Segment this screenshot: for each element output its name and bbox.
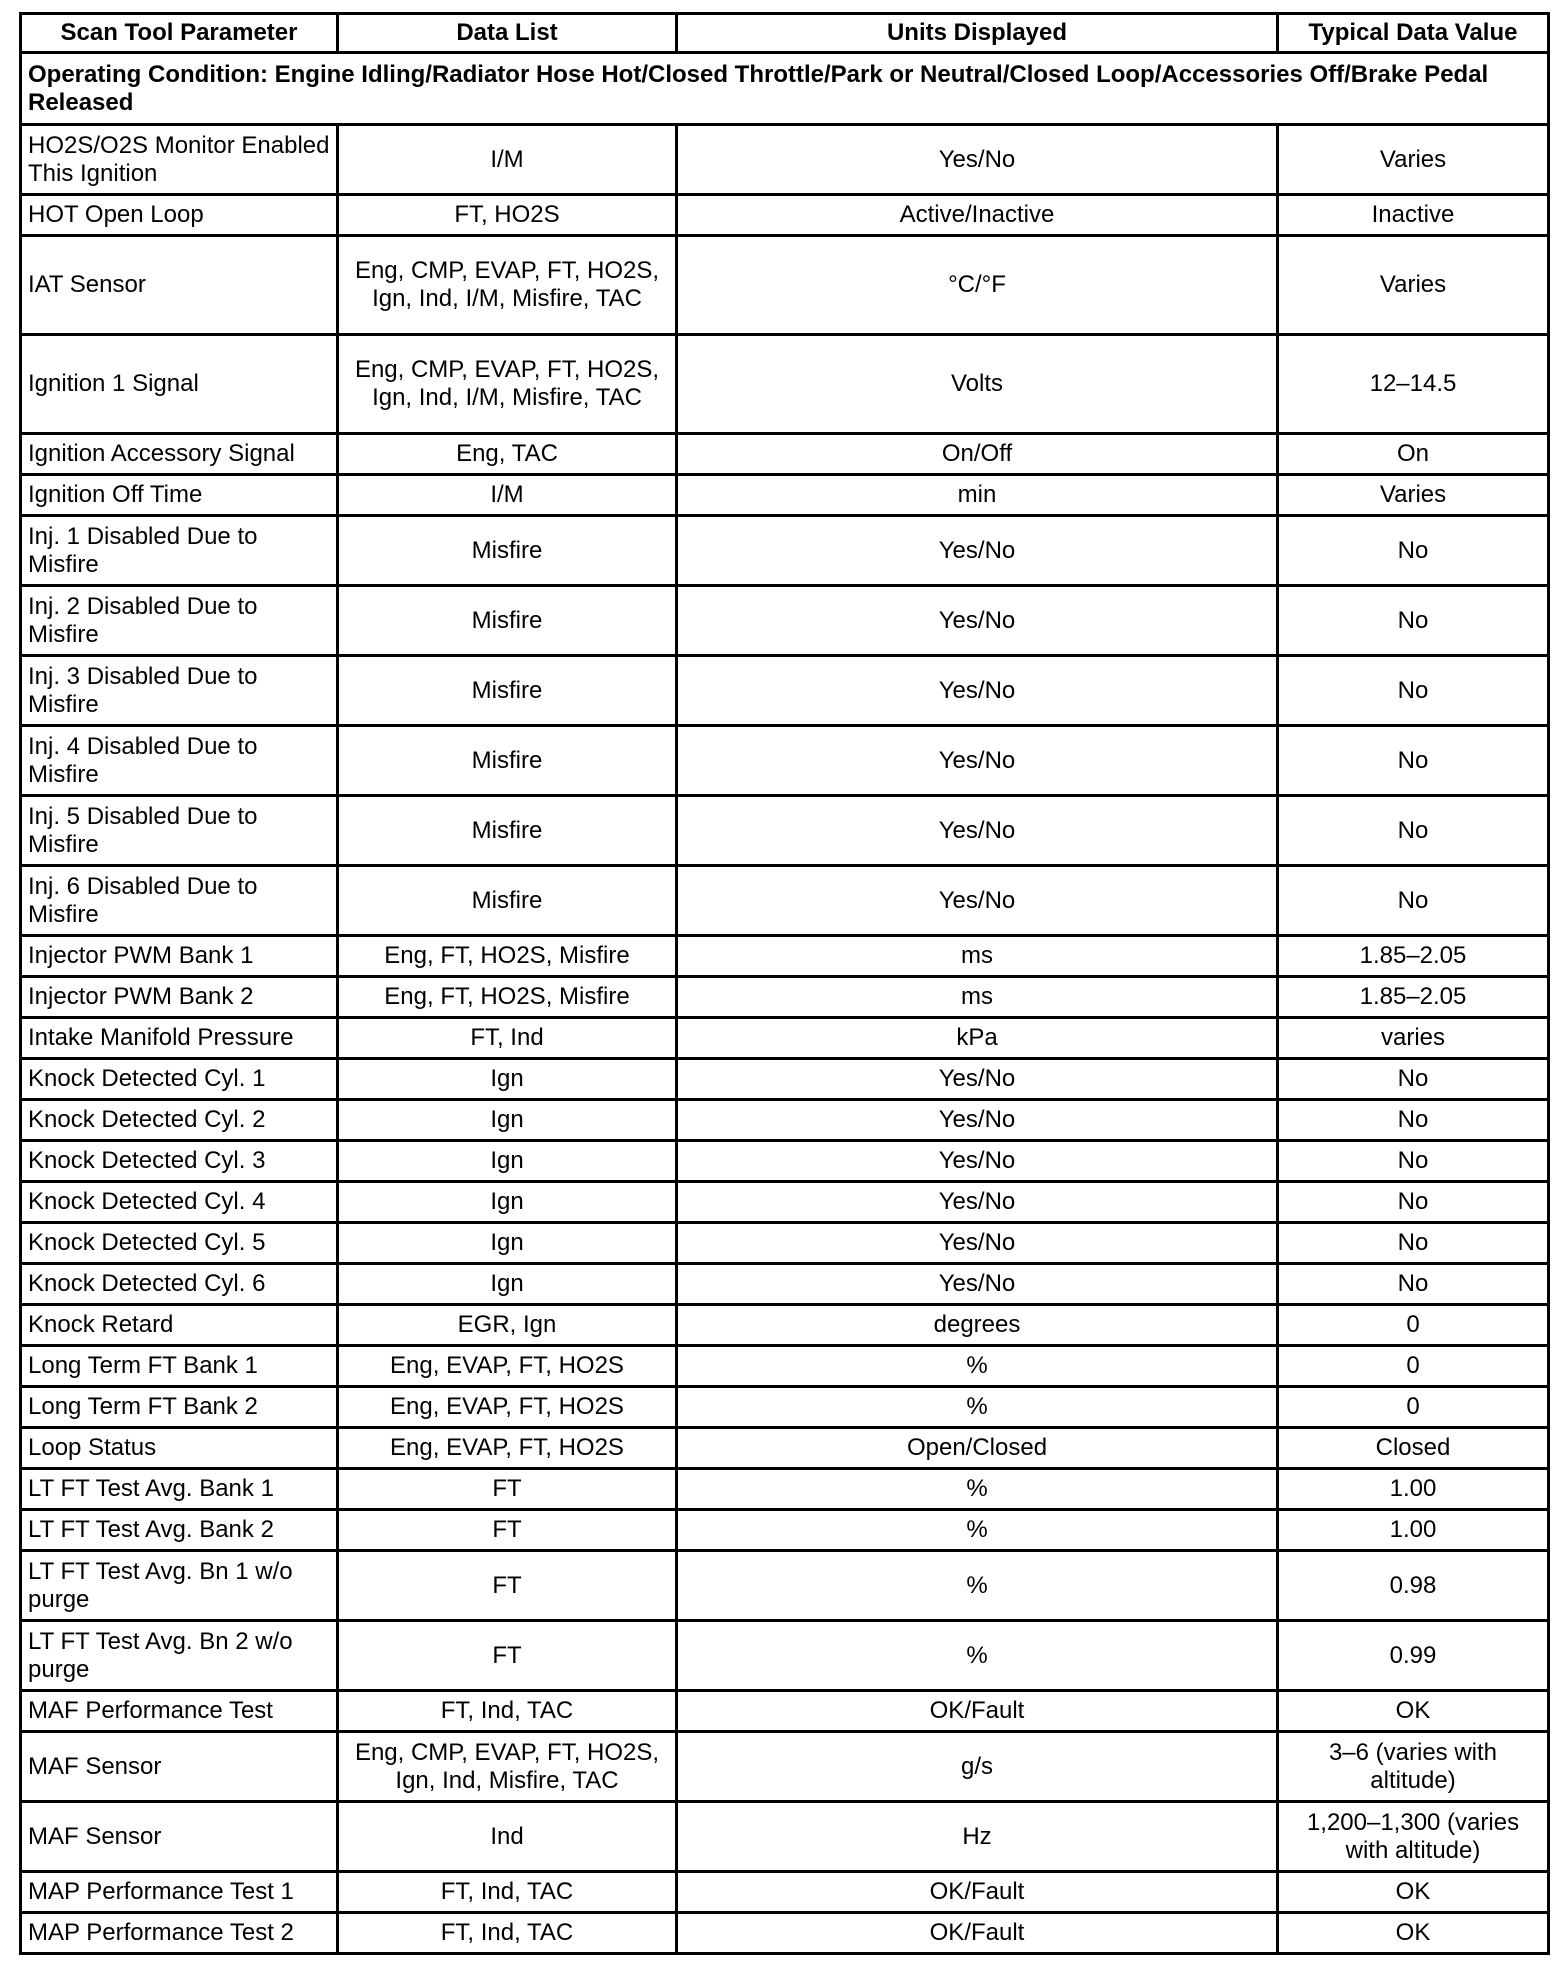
table-row — [21, 726, 1549, 796]
table-row — [21, 1732, 1549, 1802]
units-cell: Yes/No — [677, 1059, 1278, 1100]
units-cell: °C/°F — [677, 236, 1278, 335]
units-cell: Yes/No — [677, 656, 1278, 726]
units-cell: g/s — [677, 1732, 1278, 1802]
typical-value-cell: Varies — [1278, 125, 1549, 195]
parameter-cell: LT FT Test Avg. Bank 2 — [21, 1510, 338, 1551]
typical-value-cell: 1.00 — [1278, 1469, 1549, 1510]
units-cell: Yes/No — [677, 1141, 1278, 1182]
units-cell: Open/Closed — [677, 1428, 1278, 1469]
typical-value-cell: Closed — [1278, 1428, 1549, 1469]
column-header-data-list: Data List — [338, 14, 677, 53]
data-list-cell: Ign — [338, 1182, 677, 1223]
data-list-cell: Ign — [338, 1223, 677, 1264]
parameter-cell: MAP Performance Test 2 — [21, 1913, 338, 1954]
column-header-parameter: Scan Tool Parameter — [21, 14, 338, 53]
typical-value-cell: 0 — [1278, 1305, 1549, 1346]
typical-value-cell: No — [1278, 796, 1549, 866]
parameter-cell: Inj. 4 Disabled Due to Misfire — [21, 726, 338, 796]
typical-value-cell: No — [1278, 1182, 1549, 1223]
units-cell: OK/Fault — [677, 1691, 1278, 1732]
parameter-cell: Ignition Accessory Signal — [21, 434, 338, 475]
parameter-cell: Long Term FT Bank 1 — [21, 1346, 338, 1387]
units-cell: % — [677, 1621, 1278, 1691]
units-cell: % — [677, 1551, 1278, 1621]
data-list-cell: Eng, EVAP, FT, HO2S — [338, 1387, 677, 1428]
typical-value-cell: OK — [1278, 1913, 1549, 1954]
typical-value-cell: On — [1278, 434, 1549, 475]
units-cell: OK/Fault — [677, 1872, 1278, 1913]
table-row — [21, 1305, 1549, 1346]
typical-value-cell: 3–6 (varies with altitude) — [1278, 1732, 1549, 1802]
typical-value-cell: varies — [1278, 1018, 1549, 1059]
data-list-cell: Eng, FT, HO2S, Misfire — [338, 977, 677, 1018]
parameter-cell: MAF Sensor — [21, 1732, 338, 1802]
table-row — [21, 1872, 1549, 1913]
typical-value-cell: No — [1278, 656, 1549, 726]
typical-value-cell: No — [1278, 1059, 1549, 1100]
data-list-cell: Ind — [338, 1802, 677, 1872]
table-row — [21, 1802, 1549, 1872]
typical-value-cell: OK — [1278, 1691, 1549, 1732]
parameter-cell: Knock Detected Cyl. 4 — [21, 1182, 338, 1223]
table-row — [21, 1100, 1549, 1141]
data-list-cell: FT — [338, 1551, 677, 1621]
data-list-cell: Misfire — [338, 656, 677, 726]
typical-value-cell: No — [1278, 866, 1549, 936]
typical-value-cell: No — [1278, 1223, 1549, 1264]
table-row — [21, 335, 1549, 434]
data-list-cell: FT — [338, 1510, 677, 1551]
typical-value-cell: No — [1278, 516, 1549, 586]
units-cell: Yes/No — [677, 1100, 1278, 1141]
units-cell: min — [677, 475, 1278, 516]
data-list-cell: Eng, EVAP, FT, HO2S — [338, 1346, 677, 1387]
data-list-cell: Ign — [338, 1264, 677, 1305]
data-list-cell: Misfire — [338, 866, 677, 936]
units-cell: Hz — [677, 1802, 1278, 1872]
parameter-cell: Knock Detected Cyl. 6 — [21, 1264, 338, 1305]
parameter-cell: LT FT Test Avg. Bank 1 — [21, 1469, 338, 1510]
typical-value-cell: 1.00 — [1278, 1510, 1549, 1551]
table-row — [21, 516, 1549, 586]
units-cell: Yes/No — [677, 726, 1278, 796]
parameter-cell: Intake Manifold Pressure — [21, 1018, 338, 1059]
table-row — [21, 195, 1549, 236]
parameter-cell: Inj. 3 Disabled Due to Misfire — [21, 656, 338, 726]
table-row — [21, 1182, 1549, 1223]
typical-value-cell: 12–14.5 — [1278, 335, 1549, 434]
units-cell: % — [677, 1346, 1278, 1387]
table-row — [21, 125, 1549, 195]
data-list-cell: Eng, EVAP, FT, HO2S — [338, 1428, 677, 1469]
table-row — [21, 434, 1549, 475]
parameter-cell: Knock Detected Cyl. 1 — [21, 1059, 338, 1100]
data-list-cell: Eng, CMP, EVAP, FT, HO2S, Ign, Ind, I/M, Misfire, TAC — [338, 335, 677, 434]
parameter-cell: Ignition 1 Signal — [21, 335, 338, 434]
data-list-cell: Eng, CMP, EVAP, FT, HO2S, Ign, Ind, I/M, Misfire, TAC — [338, 236, 677, 335]
table-row — [21, 866, 1549, 936]
units-cell: kPa — [677, 1018, 1278, 1059]
data-list-cell: Misfire — [338, 796, 677, 866]
units-cell: Active/Inactive — [677, 195, 1278, 236]
table-row — [21, 1018, 1549, 1059]
table-row — [21, 1141, 1549, 1182]
parameter-cell: Injector PWM Bank 1 — [21, 936, 338, 977]
units-cell: ms — [677, 977, 1278, 1018]
parameter-cell: Knock Retard — [21, 1305, 338, 1346]
column-header-units: Units Displayed — [677, 14, 1278, 53]
typical-value-cell: No — [1278, 1100, 1549, 1141]
table-row — [21, 1223, 1549, 1264]
parameter-cell: HOT Open Loop — [21, 195, 338, 236]
parameter-cell: Knock Detected Cyl. 5 — [21, 1223, 338, 1264]
parameter-cell: Inj. 2 Disabled Due to Misfire — [21, 586, 338, 656]
units-cell: Yes/No — [677, 866, 1278, 936]
typical-value-cell: No — [1278, 586, 1549, 656]
data-list-cell: FT — [338, 1469, 677, 1510]
units-cell: Yes/No — [677, 516, 1278, 586]
parameter-cell: HO2S/O2S Monitor Enabled This Ignition — [21, 125, 338, 195]
data-list-cell: FT — [338, 1621, 677, 1691]
parameter-cell: Inj. 5 Disabled Due to Misfire — [21, 796, 338, 866]
parameter-cell: MAF Sensor — [21, 1802, 338, 1872]
data-list-cell: FT, Ind, TAC — [338, 1691, 677, 1732]
data-list-cell: Misfire — [338, 586, 677, 656]
parameter-cell: IAT Sensor — [21, 236, 338, 335]
typical-value-cell: 0.98 — [1278, 1551, 1549, 1621]
typical-value-cell: No — [1278, 1264, 1549, 1305]
data-list-cell: Misfire — [338, 516, 677, 586]
units-cell: % — [677, 1387, 1278, 1428]
units-cell: Yes/No — [677, 586, 1278, 656]
typical-value-cell: OK — [1278, 1872, 1549, 1913]
table-row — [21, 1428, 1549, 1469]
parameter-cell: Inj. 6 Disabled Due to Misfire — [21, 866, 338, 936]
table-row — [21, 1264, 1549, 1305]
units-cell: degrees — [677, 1305, 1278, 1346]
units-cell: Yes/No — [677, 1264, 1278, 1305]
parameter-cell: LT FT Test Avg. Bn 1 w/o purge — [21, 1551, 338, 1621]
parameter-cell: MAF Performance Test — [21, 1691, 338, 1732]
table-row — [21, 1469, 1549, 1510]
parameter-cell: Knock Detected Cyl. 2 — [21, 1100, 338, 1141]
typical-value-cell: Varies — [1278, 236, 1549, 335]
parameter-cell: Injector PWM Bank 2 — [21, 977, 338, 1018]
units-cell: Yes/No — [677, 125, 1278, 195]
table-row — [21, 1510, 1549, 1551]
data-list-cell: FT, Ind, TAC — [338, 1913, 677, 1954]
data-list-cell: Ign — [338, 1100, 677, 1141]
data-list-cell: FT, Ind, TAC — [338, 1872, 677, 1913]
table-row — [21, 1913, 1549, 1954]
units-cell: Yes/No — [677, 1182, 1278, 1223]
data-list-cell: FT, Ind — [338, 1018, 677, 1059]
operating-condition-row — [21, 53, 1549, 125]
data-list-cell: EGR, Ign — [338, 1305, 677, 1346]
typical-value-cell: 0.99 — [1278, 1621, 1549, 1691]
table-row — [21, 586, 1549, 656]
data-list-cell: Eng, CMP, EVAP, FT, HO2S, Ign, Ind, Misfire, TAC — [338, 1732, 677, 1802]
typical-value-cell: 0 — [1278, 1346, 1549, 1387]
scan-tool-data-table — [19, 12, 1550, 1955]
typical-value-cell: 1.85–2.05 — [1278, 977, 1549, 1018]
typical-value-cell: 0 — [1278, 1387, 1549, 1428]
units-cell: % — [677, 1469, 1278, 1510]
typical-value-cell: 1,200–1,300 (varies with altitude) — [1278, 1802, 1549, 1872]
typical-value-cell: No — [1278, 726, 1549, 796]
units-cell: OK/Fault — [677, 1913, 1278, 1954]
units-cell: On/Off — [677, 434, 1278, 475]
table-body — [21, 53, 1549, 1954]
typical-value-cell: No — [1278, 1141, 1549, 1182]
data-list-cell: Eng, TAC — [338, 434, 677, 475]
data-list-cell: Misfire — [338, 726, 677, 796]
column-header-typical-value: Typical Data Value — [1278, 14, 1549, 53]
data-list-cell: Ign — [338, 1059, 677, 1100]
typical-value-cell: 1.85–2.05 — [1278, 936, 1549, 977]
parameter-cell: MAP Performance Test 1 — [21, 1872, 338, 1913]
typical-value-cell: Inactive — [1278, 195, 1549, 236]
parameter-cell: Knock Detected Cyl. 3 — [21, 1141, 338, 1182]
parameter-cell: Loop Status — [21, 1428, 338, 1469]
table-row — [21, 1346, 1549, 1387]
parameter-cell: Inj. 1 Disabled Due to Misfire — [21, 516, 338, 586]
operating-condition: Operating Condition: Engine Idling/Radiator Hose Hot/Closed Throttle/Park or Neutral/Closed Loop/Accessories Off/Brake Pedal Released — [21, 53, 1549, 125]
table-row — [21, 1621, 1549, 1691]
units-cell: % — [677, 1510, 1278, 1551]
table-row — [21, 1551, 1549, 1621]
table-row — [21, 1387, 1549, 1428]
units-cell: ms — [677, 936, 1278, 977]
table-row — [21, 475, 1549, 516]
table-row — [21, 977, 1549, 1018]
units-cell: Volts — [677, 335, 1278, 434]
parameter-cell: LT FT Test Avg. Bn 2 w/o purge — [21, 1621, 338, 1691]
data-list-cell: I/M — [338, 475, 677, 516]
units-cell: Yes/No — [677, 1223, 1278, 1264]
table-row — [21, 656, 1549, 726]
table-row — [21, 1059, 1549, 1100]
data-list-cell: FT, HO2S — [338, 195, 677, 236]
data-list-cell: I/M — [338, 125, 677, 195]
parameter-cell: Ignition Off Time — [21, 475, 338, 516]
table-row — [21, 236, 1549, 335]
typical-value-cell: Varies — [1278, 475, 1549, 516]
parameter-cell: Long Term FT Bank 2 — [21, 1387, 338, 1428]
data-list-cell: Ign — [338, 1141, 677, 1182]
header-row — [21, 14, 1549, 53]
table-row — [21, 796, 1549, 866]
table-row — [21, 1691, 1549, 1732]
data-list-cell: Eng, FT, HO2S, Misfire — [338, 936, 677, 977]
table-row — [21, 936, 1549, 977]
units-cell: Yes/No — [677, 796, 1278, 866]
